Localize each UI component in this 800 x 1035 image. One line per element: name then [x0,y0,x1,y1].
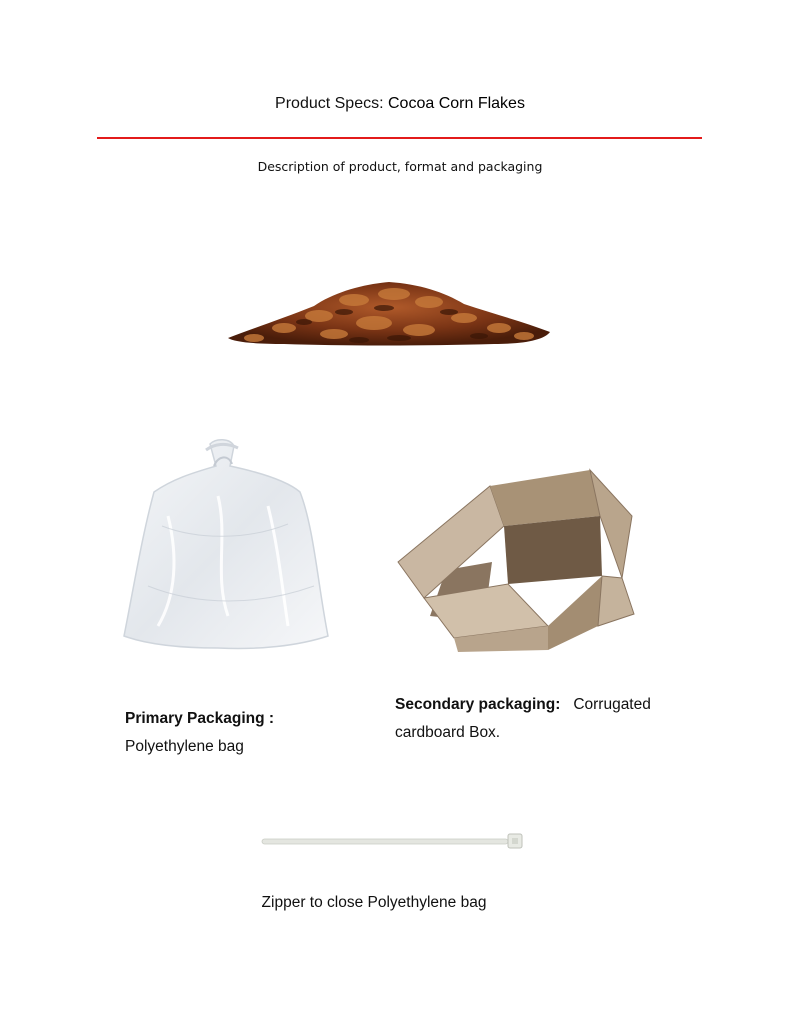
cardboard-box-image [388,466,636,654]
secondary-packaging [395,691,675,747]
polyethylene-bag-image [118,436,334,654]
secondary-packaging-value-line2: cardboard Box. [395,724,501,741]
secondary-packaging-label: Secondary packaging: [395,696,561,713]
subtitle: Description of product, format and packaging [257,159,543,174]
primary-packaging [125,705,325,761]
zipper-caption: Zipper to close Polyethylene bag [261,894,487,911]
product-name: Cocoa Corn Flakes [388,95,525,112]
primary-packaging-value: Polyethylene bag [125,738,244,755]
primary-packaging-label: Primary Packaging : [125,710,275,727]
cocoa-flakes-image [224,278,554,348]
page-title [0,94,800,114]
secondary-packaging-value-line1: Corrugated [573,696,651,713]
title-prefix: Product Specs: [275,95,388,112]
header-rule [97,137,702,139]
zipper-image [258,830,526,852]
